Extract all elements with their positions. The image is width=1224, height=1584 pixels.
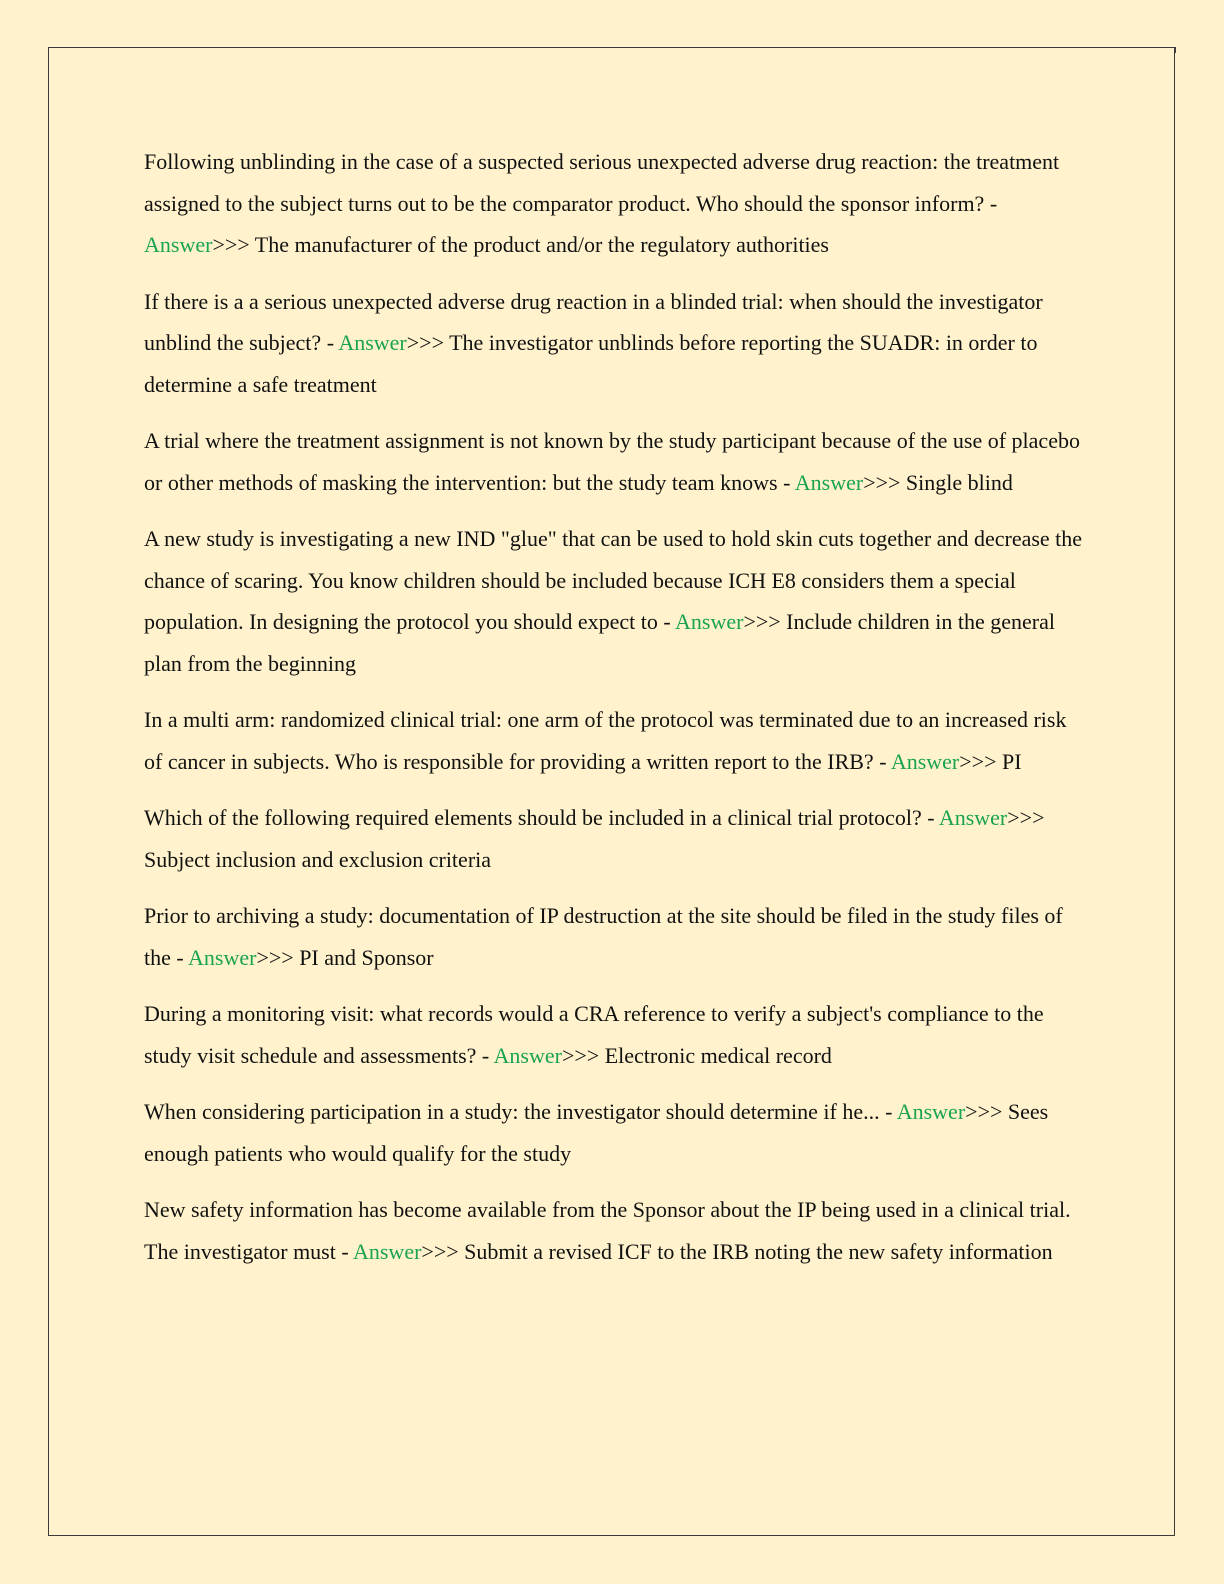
answer-marker: >>>	[256, 944, 300, 970]
answer-label: Answer	[890, 748, 960, 774]
answer-label: Answer	[794, 469, 864, 495]
answer-marker: >>>	[743, 609, 787, 634]
answer-label: Answer	[938, 805, 1008, 830]
qa-list	[144, 141, 1084, 1287]
answer-marker: >>>	[959, 748, 1002, 774]
answer-label: Answer	[352, 1238, 422, 1264]
question-text: In a multi arm: randomized clinical trial: one arm of the protocol was terminated due to an increased risk of cancer in subjects. Who is responsible for providing a written report to the IRB?	[144, 707, 1067, 774]
answer-label: Answer	[896, 1099, 966, 1124]
question-text: A trial where the treatment assignment is not known by the study participant because of the use of placebo or other methods of masking the intervention: but the study team knows	[144, 428, 1080, 495]
answer-text: Subject inclusion and exclusion criteria	[144, 846, 492, 872]
answer-marker: >>>	[212, 232, 255, 257]
question-text: Which of the following required elements should be included in a clinical trial protocol?	[144, 805, 922, 830]
question-text: New safety information has become available from the Sponsor about the IP being used in a clinical trial. The investigator must	[144, 1197, 1071, 1264]
question-text: A new study is investigating a new IND "glue" that can be used to hold skin cuts together and decrease the chance of scaring. You know children should be included because ICH E8 considers them a special population. In designing the protocol you should expect to	[144, 526, 1083, 634]
qa-item	[144, 420, 1084, 503]
page-border-corner-mark	[1174, 47, 1176, 53]
qa-item	[144, 1189, 1084, 1272]
qa-item	[144, 141, 1084, 266]
answer-label: Answer	[338, 330, 407, 355]
answer-label: Answer	[675, 609, 744, 634]
answer-label: Answer	[188, 944, 257, 970]
separator: -	[879, 1099, 897, 1124]
answer-text: The manufacturer of the product and/or the regulatory authorities	[254, 232, 829, 257]
answer-label: Answer	[144, 232, 213, 257]
answer-text: PI and Sponsor	[299, 944, 434, 970]
qa-item	[144, 699, 1084, 782]
answer-text: Include children in the general plan from the beginning	[144, 609, 1055, 676]
question-text: If there is a a serious unexpected adverse drug reaction in a blinded trial: when should the investigator unblind the subject?	[144, 288, 1043, 355]
answer-text: Electronic medical record	[604, 1042, 832, 1068]
question-text: When considering participation in a study: the investigator should determine if he...	[144, 1099, 880, 1124]
answer-label: Answer	[493, 1042, 562, 1068]
question-text: Prior to archiving a study: documentation of IP destruction at the site should be filed in the study files of the	[144, 903, 1063, 970]
answer-text: Single blind	[905, 469, 1013, 495]
qa-item	[144, 993, 1084, 1076]
separator: -	[170, 944, 189, 970]
answer-text: The investigator unblinds before reporting the SUADR: in order to determine a safe treatment	[144, 330, 1038, 397]
qa-item	[144, 518, 1084, 684]
answer-marker: >>>	[1007, 805, 1045, 830]
answer-marker: >>>	[561, 1042, 605, 1068]
separator: -	[777, 469, 795, 495]
question-text: Following unblinding in the case of a suspected serious unexpected adverse drug reaction: the treatment assigned to the subject turns out to be the comparator product. Who should the sponsor inform?	[144, 149, 1060, 216]
separator: -	[873, 748, 891, 774]
separator: -	[321, 330, 339, 355]
answer-marker: >>>	[965, 1099, 1008, 1124]
qa-item	[144, 281, 1084, 406]
qa-item	[144, 895, 1084, 978]
answer-marker: >>>	[863, 469, 906, 495]
qa-item	[144, 797, 1084, 880]
separator: -	[984, 190, 998, 216]
answer-text: PI	[1001, 748, 1022, 774]
separator: -	[921, 805, 939, 830]
question-text: During a monitoring visit: what records would a CRA reference to verify a subject's compliance to the study visit schedule and assessments?	[144, 1001, 1044, 1068]
separator: -	[657, 609, 675, 634]
answer-text: Submit a revised ICF to the IRB noting the new safety information	[464, 1238, 1053, 1264]
qa-item	[144, 1091, 1084, 1174]
separator: -	[476, 1042, 494, 1068]
answer-text: Sees enough patients who would qualify for the study	[144, 1099, 1049, 1166]
answer-marker: >>>	[421, 1238, 465, 1264]
answer-marker: >>>	[406, 330, 450, 355]
separator: -	[335, 1238, 353, 1264]
